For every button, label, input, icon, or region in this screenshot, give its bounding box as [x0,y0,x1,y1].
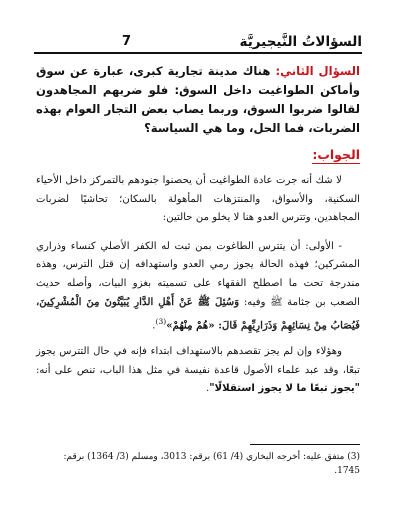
main-content [36,62,360,409]
paragraph-2-tail: . [152,319,156,331]
answer-paragraph-2 [36,238,360,336]
footnote-divider [250,444,360,445]
footnote: (3) متفق عليه: أخرجه البخاري (4/ 61) برقم: 3013، ومسلم (3/ 1364) برقم: 1745. [63,452,360,476]
running-header [34,30,362,54]
paragraph-3-lead: وهؤلاء وإن لم يجز تقصدهم بالاستهداف ابتداء فإنه في حال التترس يجوز تبعًا، وقد عبد علماء الأصول قاعدة نفيسة في مثل هذا الباب، تنص على أنه: [36,346,360,376]
hadith-question: وَسُئِلَ ﷺ عَنْ أَهْلِ الدَّارِ يُبَيَّتُونَ مِنَ الْمُشْرِكِينَ، فَيُصَابُ مِنْ نِسَائِهِمْ وَذَرَارِيِّهِمْ قَالَ: [36,296,360,331]
question-label: السؤال الثاني: [275,64,360,78]
answer-paragraph-1: لا شك أنه جرت عادة الطواغيت أن يحصنوا جنودهم بالتمركز داخل الأحياء السكنية، والأسواق، والمنتزهات المأهولة بالسكان؛ تحاشيًا لضربات المجاهدين، وتترس العدو هنا لا يخلو من حالتين: [36,175,360,223]
page-number: 7 [122,34,132,49]
running-title: السؤالاتُ النَّيجيريَّة [239,34,362,50]
question-text: هناك مدينة تجارية كبرى، عبارة عن سوق وأماكن الطواغيت داخل السوق: فلو ضربهم المجاهدون لقالوا ضربوا السوق، وربما يصاب بعض التجار العوام بهذه الضربات، فما الحل، وما هي السياسة؟ [36,64,360,135]
fiqh-rule: "يجوز تبعًا ما لا يجوز استقلالًا" [209,383,360,395]
paragraph-3-tail: . [205,383,210,395]
hadith-answer: «هُمْ مِنْهُمْ» [166,318,215,331]
question-paragraph [36,62,360,138]
footnote-reference: (3) [155,316,167,326]
answer-paragraph-3 [36,343,360,399]
paragraph-2-lead: - الأولى: أن يتترس الطاغوت بمن ثبت له الكفر الأصلي كنساء وذراري المشركين؛ فهذه الحالة يجوز رمي العدو واستهدافه إن قتل الترس، وهذه مندرجة تحت ما اصطلح الفقهاء على تسميته بغزو البيات، وأصله حديث الصعب بن جثامة ﷺ وفيه: [36,240,360,308]
answer-heading [36,146,360,164]
answer-heading-text: الجواب: [312,147,360,162]
